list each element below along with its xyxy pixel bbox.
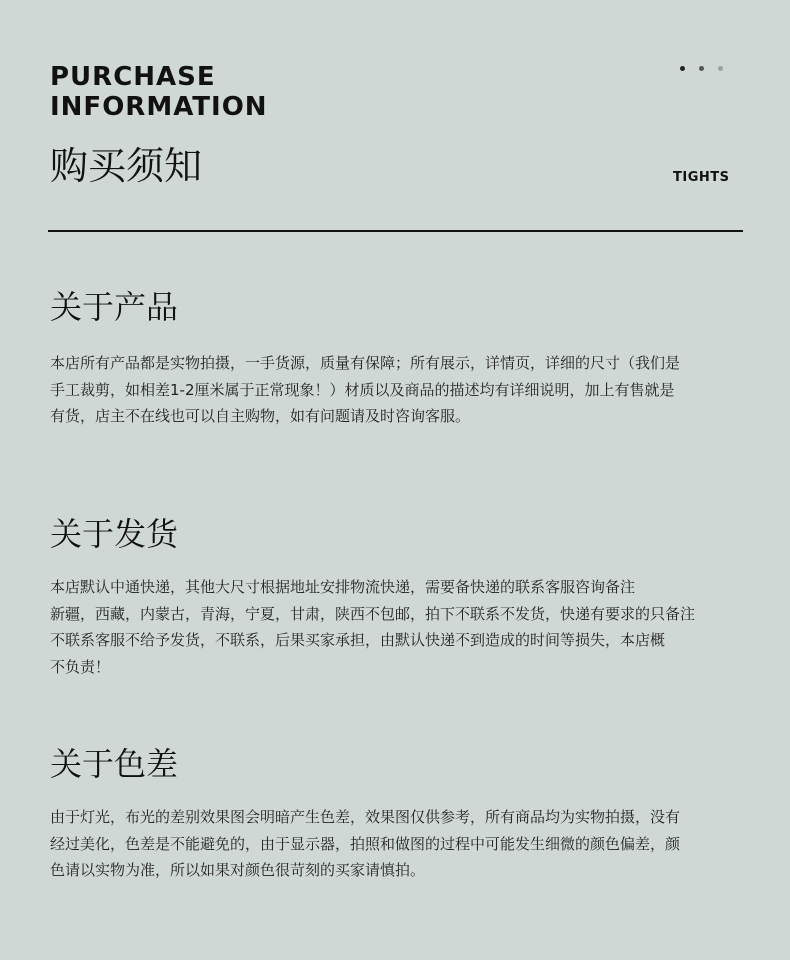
section-shipping-line: 不联系客服不给予发货，不联系，后果买家承担，由默认快递不到造成的时间等损失，本店概 [50,631,666,649]
section-color-heading: 关于色差 [50,745,179,783]
page-title-en [50,62,268,122]
section-shipping-body [50,574,750,680]
page-title-en-line1: PURCHASE [50,62,216,92]
section-color-line: 色请以实物为准，所以如果对颜色很苛刻的买家请慎拍。 [50,861,426,879]
section-shipping-line: 不负责！ [50,657,111,676]
dot-3 [718,66,723,71]
page-title-en-line2: INFORMATION [50,92,268,122]
pagination-dots [680,66,723,71]
section-product-heading: 关于产品 [50,288,179,326]
section-color-body [50,804,750,884]
page-title-cn: 购买须知 [50,144,203,188]
section-shipping-line: 新疆，西藏，内蒙古，青海，宁夏，甘肃，陕西不包邮，拍下不联系不发货，快递有要求的只备注 [50,604,696,623]
section-color-line: 经过美化，色差是不能避免的，由于显示器，拍照和做图的过程中可能发生细微的颜色偏差，颜 [50,834,681,853]
section-product-line: 有货，店主不在线也可以自主购物，如有问题请及时咨询客服。 [50,407,471,425]
section-product [50,285,750,430]
dot-1 [680,66,685,71]
section-shipping [50,512,750,680]
section-color [50,742,750,884]
section-shipping-line: 本店默认中通快递，其他大尺寸根据地址安排物流快递，需要备快递的联系客服咨询备注 [50,578,636,596]
section-color-line: 由于灯光，布光的差别效果图会明暗产生色差，效果图仅供参考，所有商品均为实物拍摄，没有 [50,808,681,826]
dot-2 [699,66,704,71]
section-product-line: 本店所有产品都是实物拍摄，一手货源，质量有保障；所有展示，详情页，详细的尺寸（我们是 [50,354,681,372]
section-product-body [50,350,750,430]
section-product-line: 手工裁剪，如相差1-2厘米属于正常现象！）材质以及商品的描述均有详细说明，加上有售就是 [50,380,675,399]
header-divider [48,230,743,232]
section-shipping-heading: 关于发货 [50,515,179,553]
product-tag: TIGHTS [673,170,730,185]
